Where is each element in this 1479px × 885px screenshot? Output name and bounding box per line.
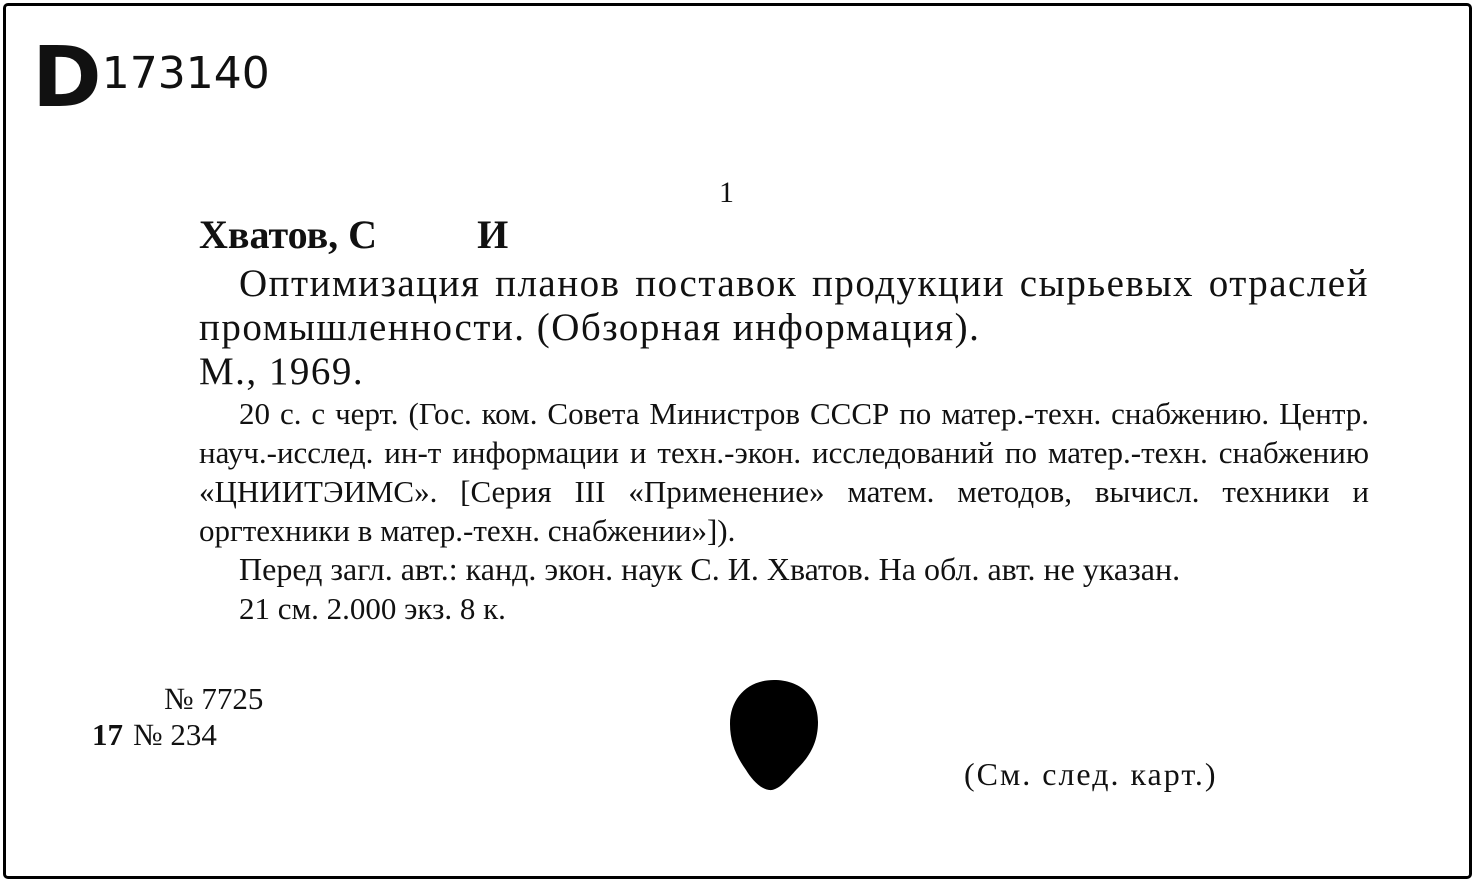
collation: 20 с. с черт. (Гос. ком. Совета Министров СССР по матер.-техн. снабжению. Центр. науч.-исслед. ин-т информации и техн.-экон. исследований по матер.-техн. снабжению «ЦНИИТЭИМС». [Серия III «Применение» матем. методов, вычисл. техники и оргтехники в матер.-техн. снабжении»]). xyxy=(199,396,1369,548)
accession-line xyxy=(154,681,263,717)
catalog-card xyxy=(3,3,1472,879)
accession-prefix: 17 xyxy=(92,717,123,752)
details-block xyxy=(199,394,1369,628)
author-heading: Хватов, С И xyxy=(199,212,509,257)
title-block xyxy=(199,262,1369,394)
size-price: 21 см. 2.000 экз. 8 к. xyxy=(239,591,506,626)
accession-number: № 234 xyxy=(133,717,217,752)
see-next-card: (См. след. карт.) xyxy=(964,756,1218,792)
call-number-prefix: D xyxy=(32,28,100,127)
call-number xyxy=(32,26,270,127)
title-text: Оптимизация планов поставок продукции сырьевых отраслей промышленности. (Обзорная информация). xyxy=(199,262,1369,349)
accession-number: № 7725 xyxy=(164,681,264,716)
call-number-digits: 173140 xyxy=(101,48,270,99)
note: Перед загл. авт.: канд. экон. наук С. И. Хватов. На обл. авт. не указан. xyxy=(239,551,1181,587)
card-page-number: 1 xyxy=(719,176,734,209)
imprint: М., 1969. xyxy=(199,350,365,393)
accession-line xyxy=(92,717,217,753)
punch-hole-blot xyxy=(728,676,820,792)
